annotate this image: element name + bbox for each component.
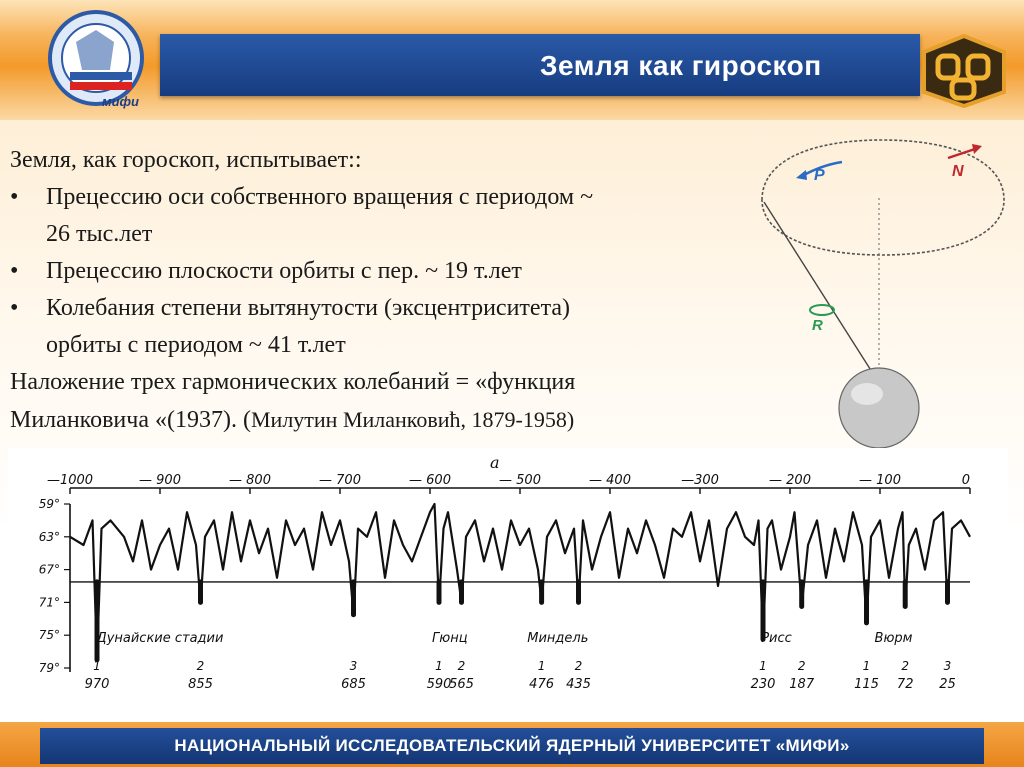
- bullet-2-line1: Прецессию плоскости орбиты с пер. ~ 19 т.лет: [46, 258, 522, 284]
- minimum-age-label: 230: [750, 677, 776, 692]
- minimum-index-label: 3: [349, 659, 358, 673]
- bullet-marker: •: [10, 184, 19, 210]
- minimum-age-label: 187: [789, 677, 815, 692]
- minimum-age-label: 685: [341, 677, 366, 692]
- bullet-3-line2: орбиты с периодом ~ 41 т.лет: [46, 332, 346, 358]
- y-tick-label: 67°: [38, 562, 60, 577]
- minimum-index-label: 2: [196, 659, 205, 673]
- bullet-marker: •: [10, 258, 19, 284]
- glaciation-label: Миндель: [527, 630, 589, 646]
- label-p: P: [814, 167, 825, 184]
- glaciation-label: Гюнц: [432, 630, 468, 646]
- x-tick-label: — 700: [319, 473, 361, 488]
- bullet-marker: •: [10, 295, 19, 321]
- minimum-age-label: 25: [939, 677, 956, 692]
- y-tick-label: 71°: [38, 595, 60, 610]
- y-tick-label: 63°: [38, 529, 60, 544]
- chart-panel-label: a: [490, 453, 500, 472]
- minimum-index-label: 1: [435, 659, 443, 673]
- y-tick-label: 75°: [38, 628, 60, 643]
- minimum-index-label: 2: [901, 659, 910, 673]
- bullet-3: [10, 290, 770, 327]
- summary-line-2b: Милутин Миланковић, 1879-1958): [250, 407, 575, 432]
- bullet-1-line1: Прецессию оси собственного вращения с периодом ~: [46, 184, 594, 210]
- summary-line-1: Наложение трех гармонических колебаний = «функция: [10, 369, 576, 395]
- x-tick-label: — 200: [769, 473, 811, 488]
- summary-line-2a: Миланковича «(1937). (: [10, 407, 251, 433]
- bullet-3-line1: Колебания степени вытянутости (эксцентриситета): [46, 295, 570, 321]
- minimum-age-label: 565: [449, 677, 474, 692]
- cube-logo-icon: [918, 30, 1010, 108]
- minimum-index-label: 2: [797, 659, 806, 673]
- x-tick-label: 0: [961, 473, 970, 488]
- minimum-index-label: 2: [574, 659, 583, 673]
- university-logo: [40, 8, 160, 112]
- y-tick-label: 59°: [38, 497, 60, 511]
- body-text: [10, 142, 770, 439]
- minimum-age-label: 72: [896, 677, 914, 692]
- rotation-r-icon: [810, 305, 834, 315]
- minimum-index-label: 1: [537, 659, 546, 673]
- x-tick-label: —1000: [46, 473, 94, 488]
- minimum-index-label: 2: [457, 659, 466, 673]
- milankovitch-chart: [8, 448, 1008, 710]
- summary-line-2: [10, 401, 770, 439]
- minimum-age-label: 115: [854, 677, 879, 692]
- minimum-age-label: 476: [529, 677, 555, 692]
- bullet-2: [10, 253, 770, 290]
- minimum-index-label: 3: [943, 659, 952, 673]
- glaciation-label: Вюрм: [874, 630, 913, 646]
- x-tick-label: —300: [681, 473, 719, 488]
- bullet-1: [10, 179, 770, 216]
- minimum-age-label: 590: [426, 677, 452, 692]
- footer-text: НАЦИОНАЛЬНЫЙ ИССЛЕДОВАТЕЛЬСКИЙ ЯДЕРНЫЙ УНИВЕРСИТЕТ «МИФИ»: [174, 736, 850, 755]
- minimum-age-label: 970: [84, 677, 110, 692]
- glaciation-label: Рисс: [761, 630, 792, 646]
- x-tick-label: — 400: [589, 473, 631, 488]
- y-tick-label: 79°: [38, 661, 60, 675]
- minimum-age-label: 435: [566, 677, 591, 692]
- x-tick-label: — 800: [229, 473, 271, 488]
- x-tick-label: — 100: [859, 473, 901, 488]
- minimum-index-label: 1: [759, 659, 767, 673]
- axis-line: [764, 202, 872, 372]
- glaciation-label: Дунайские стадии: [96, 630, 224, 646]
- label-r: R: [812, 317, 823, 334]
- bullet-1-line2: 26 тыс.лет: [46, 221, 153, 247]
- label-n: N: [952, 163, 964, 180]
- precession-orbit: [762, 140, 1004, 255]
- x-tick-label: — 600: [409, 473, 451, 488]
- x-tick-label: — 500: [499, 473, 541, 488]
- logo-text: мифи: [102, 94, 140, 109]
- earth-sphere: [839, 368, 919, 448]
- minimum-index-label: 1: [862, 659, 871, 673]
- gyroscope-diagram: [752, 120, 1014, 450]
- page-title: Земля как гироскоп: [540, 50, 822, 81]
- chart-svg: [8, 448, 1008, 710]
- x-tick-label: — 900: [139, 473, 181, 488]
- intro-line: Земля, как гороскоп, испытывает::: [10, 147, 362, 173]
- minimum-age-label: 855: [188, 677, 213, 692]
- minimum-index-label: 1: [93, 659, 101, 673]
